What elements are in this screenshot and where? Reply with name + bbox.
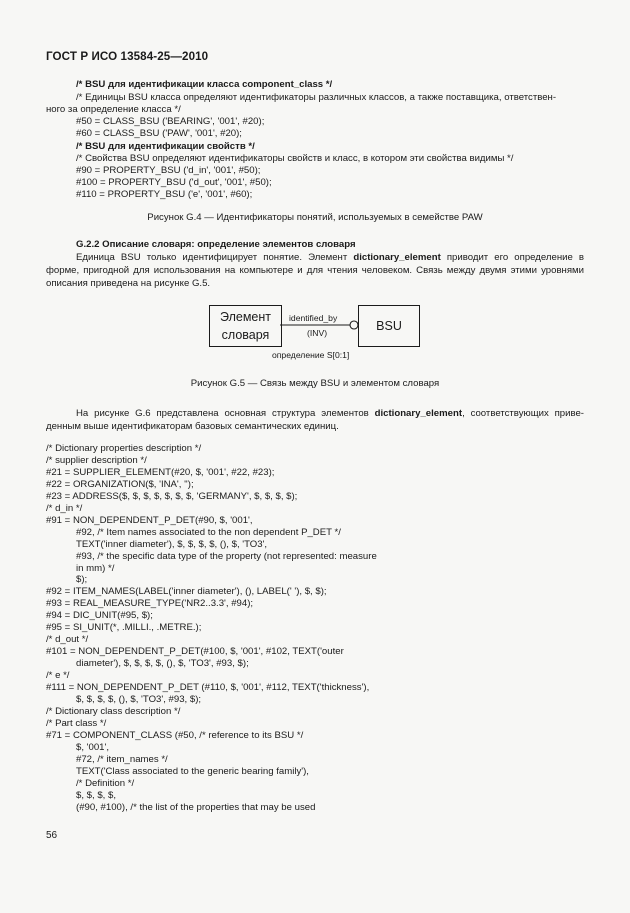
- relation-name: identified_by: [289, 313, 338, 323]
- code-line: #92 = ITEM_NAMES(LABEL('inner diameter'), (), LABEL(' '), $, $);: [46, 586, 327, 598]
- code-line: $, '001',: [76, 741, 110, 753]
- code-line: /* d_out */: [46, 634, 89, 646]
- text-line: #50 = CLASS_BSU ('BEARING', '001', #20);: [76, 116, 265, 127]
- code-line: #23 = ADDRESS($, $, $, $, $, $, $, 'GERMANY', $, $, $, $);: [46, 490, 298, 502]
- text-line: /* Свойства BSU определяют идентификаторы свойств и класс, в котором эти свойства видимы */: [76, 153, 514, 164]
- code-line: (#90, #100), /* the list of the properties that may be used: [76, 801, 316, 813]
- code-line: TEXT('inner diameter'), $, $, $, $, (), $, 'TO3',: [76, 538, 268, 550]
- code-line: #111 = NON_DEPENDENT_P_DET (#110, $, '001', #112, TEXT('thickness'),: [46, 682, 370, 693]
- code-line: TEXT('Class associated to the generic bearing family'),: [76, 765, 309, 777]
- bsu-box: [358, 305, 420, 347]
- code-line: #94 = DIC_UNIT(#95, $);: [46, 610, 153, 622]
- code-line: #95 = SI_UNIT(*, .MILLI., .METRE.);: [46, 622, 202, 634]
- code-line: #92, /* Item names associated to the non dependent P_DET */: [76, 526, 341, 538]
- code-line: #72, /* item_names */: [76, 753, 168, 765]
- text-line: #90 = PROPERTY_BSU ('d_in', '001', #50);: [76, 165, 261, 176]
- figure-g4-caption: Рисунок G.4 — Идентификаторы понятий, используемых в семействе PAW: [147, 212, 483, 223]
- text-line: ного за определение класса */: [46, 104, 181, 115]
- code-line: diameter'), $, $, $, $, (), $, 'TO3', #93, $);: [76, 658, 249, 670]
- dictionary-element-box: [209, 305, 282, 347]
- code-line: /* e */: [46, 670, 70, 682]
- figure-g5-caption: Рисунок G.5 — Связь между BSU и элементом словаря: [190, 378, 440, 389]
- section-heading: G.2.2 Описание словаря: определение элементов словаря: [76, 239, 356, 250]
- paragraph-text: приводит его определение в форме, пригодной для использования на компьютере и для чтения человеком. Связь между двумя этими уровнями описания приведена на рисунке G.5.: [46, 252, 584, 290]
- dictionary-element-term: dictionary_element: [374, 408, 463, 419]
- page-number: 56: [46, 830, 58, 841]
- code-line: /* supplier description */: [46, 454, 147, 466]
- text-line: #100 = PROPERTY_BSU ('d_out', '001', #50);: [76, 177, 272, 188]
- code-line: /* Definition */: [76, 777, 135, 789]
- code-line: $);: [76, 574, 88, 586]
- code-line: $, $, $, $,: [76, 789, 117, 801]
- code-line: #93, /* the specific data type of the property (not represented: measure: [76, 550, 377, 562]
- relation-cardinality: определение S[0:1]: [272, 350, 350, 360]
- text-line: #60 = CLASS_BSU ('PAW', '001', #20);: [76, 128, 242, 139]
- text-line: #110 = PROPERTY_BSU ('e', '001', #60);: [76, 189, 253, 200]
- text-line: /* Единицы BSU класса определяют идентификаторы различных классов, а также поставщика, ответствен-: [76, 92, 557, 103]
- paragraph-figure-g6: [46, 407, 584, 433]
- box-label-line1: Элемент: [220, 310, 271, 324]
- code-line: #91 = NON_DEPENDENT_P_DET(#90, $, '001',: [46, 514, 253, 526]
- box-label-line2: словаря: [221, 328, 270, 342]
- bsu-box-label: BSU: [376, 319, 402, 333]
- code-line: in mm) */: [76, 562, 115, 574]
- code-line: /* Part class */: [46, 717, 107, 729]
- code-line: #71 = COMPONENT_CLASS (#50, /* reference to its BSU */: [46, 729, 304, 741]
- subheading-line: /* BSU для идентификации класса component_class */: [76, 79, 333, 90]
- code-line: /* Dictionary properties description */: [46, 443, 202, 454]
- relation-end-circle: [350, 321, 358, 329]
- code-line: $, $, $, $, (), $, 'TO3', #93, $);: [76, 693, 202, 705]
- code-line: #22 = ORGANIZATION($, 'INA', '');: [46, 478, 194, 490]
- paragraph-text: Единица BSU только идентифицирует понятие. Элемент: [76, 252, 354, 263]
- paragraph-text: На рисунке G.6 представлена основная структура элементов: [76, 408, 375, 419]
- paragraph-bsu-definition: [46, 251, 584, 291]
- code-line: /* d_in */: [46, 502, 83, 514]
- dictionary-element-term: dictionary_element: [353, 252, 441, 263]
- standard-header: ГОСТ Р ИСО 13584-25—2010: [46, 50, 209, 63]
- code-line: #101 = NON_DEPENDENT_P_DET(#100, $, '001', #102, TEXT('outer: [46, 646, 344, 658]
- subheading-line: /* BSU для идентификации свойств */: [76, 141, 255, 152]
- code-line: /* Dictionary class description */: [46, 705, 181, 717]
- paragraph-text: , соответствующих приве-денным выше идентификаторам базовых семантических единиц.: [46, 408, 584, 433]
- code-line: #21 = SUPPLIER_ELEMENT(#20, $, '001', #22, #23);: [46, 466, 275, 478]
- relation-inverse: (INV): [307, 328, 328, 338]
- code-line: #93 = REAL_MEASURE_TYPE('NR2..3.3', #94);: [46, 598, 254, 610]
